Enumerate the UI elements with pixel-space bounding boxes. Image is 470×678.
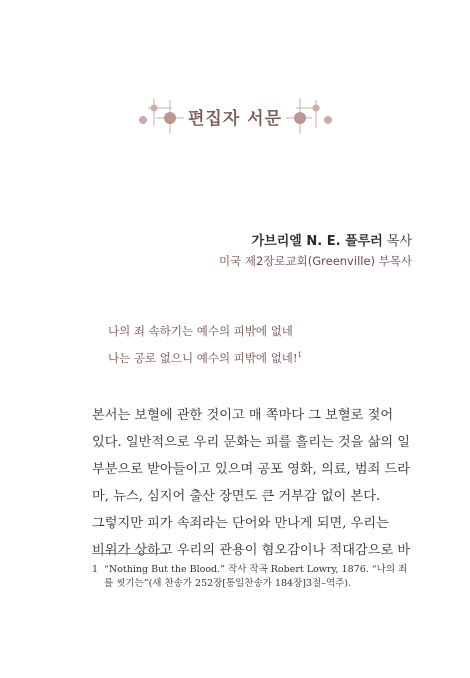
author-affiliation: 미국 제2장로교회(Greenville) 부목사 (219, 254, 412, 268)
epigraph-line-2 (108, 350, 302, 366)
body-line: 본서는 보혈에 관한 것이고 매 쪽마다 그 보혈로 젖어 (92, 408, 394, 423)
footnote-line-1 (92, 561, 422, 575)
footnote-line-2: 를 씻기는”(새 찬송가 252장[통일찬송가 184장]3절–역주). (104, 578, 352, 589)
author-role: 목사 (382, 234, 412, 249)
footnote-text-1: “Nothing But the Blood.” 작사 작곡 Robert Lowry, 1876. “나의 죄 (104, 564, 408, 575)
epigraph-line-1: 나의 죄 속하기는 예수의 피밖에 없네 (108, 324, 293, 338)
body-line: 부분으로 받아들이고 있으며 공포 영화, 의료, 범죄 드라 (92, 462, 410, 477)
author-line (252, 230, 412, 249)
body-line: 있다. 일반적으로 우리 문화는 피를 흘리는 것을 삶의 일 (92, 435, 410, 450)
body-line: 그렇지만 피가 속죄라는 단어와 만나게 되면, 우리는 (92, 516, 389, 531)
page-title: 편집자 서문 (187, 109, 283, 129)
footnote-number: 1 (92, 564, 99, 575)
author-name: 가브리엘 N. E. 플루러 (251, 234, 383, 249)
body-line: 비위가 상하고 우리의 관용이 혐오감이나 적대감으로 바 (92, 543, 411, 558)
footnote-divider (92, 553, 168, 554)
footnote-reference[interactable]: 1 (297, 351, 303, 360)
epigraph-line-2-text: 나는 공로 없으니 예수의 피밖에 없네! (108, 351, 298, 365)
body-line: 마, 뉴스, 심지어 출산 장면도 큰 거부감 없이 본다. (92, 489, 381, 504)
